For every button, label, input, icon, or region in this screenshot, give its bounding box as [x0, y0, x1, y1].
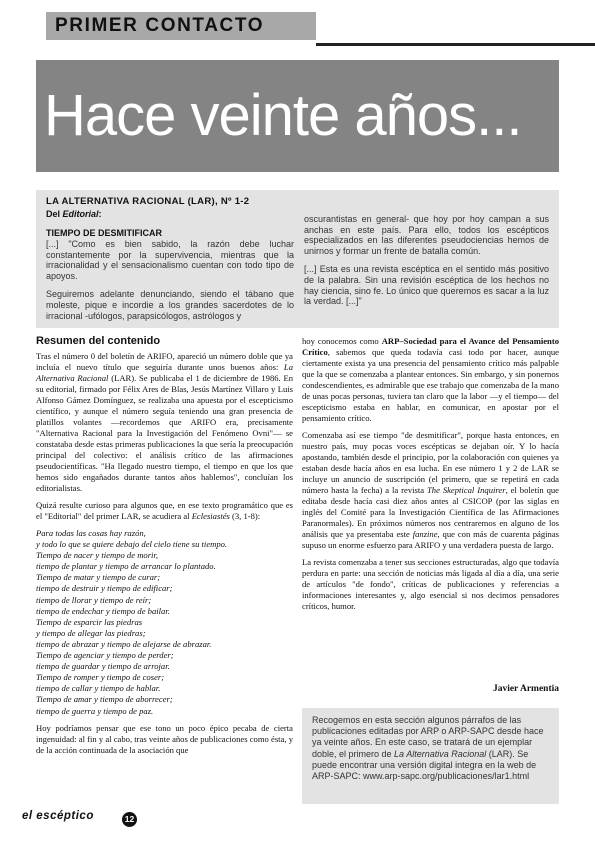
poem-line: y tiempo de allegar las piedras;: [36, 627, 146, 638]
note-text: Recogemos en esta sección algunos párrafos de las publicaciones editadas por ARP o ARP-SAPC desde hace ya veinte años. En este caso, se tratará de un ejemplar doble, el primero de La Alternativa Racional (LAR). Se puede encontrar una versión digital integra en la web de ARP-SAPC: www.arp-sapc.org/publicaciones/lar1.html: [312, 715, 544, 782]
page-number: 12: [122, 812, 137, 827]
poem-line: tiempo de destruir y tiempo de edificar;: [36, 583, 173, 594]
poem-line: tiempo de endechar y tiempo de bailar.: [36, 605, 170, 616]
section-tab: [46, 12, 316, 40]
quote-box-heading: LA ALTERNATIVA RACIONAL (LAR), Nº 1-2: [46, 196, 250, 207]
poem-line: Para todas las cosas hay razón,: [36, 528, 146, 538]
article-paragraph: Hoy podríamos pensar que ese tono un poco épico pecaba de cierta ingenuidad: al fin y al cabo, tras veinte años de publicaciones como ésta, y de la acción continuada de la asociación que: [36, 722, 293, 755]
article-right-column: [302, 336, 559, 618]
quote-paragraph: Seguiremos adelante denunciando, siendo el tábano que moleste, pique e incordie a los grandes sacerdotes de lo irracional -ufólogos, parapsicólogos, astrólogos y: [46, 289, 294, 321]
quote-right-column: [304, 214, 549, 315]
poem-line: Tiempo de romper y tiempo de coser;: [36, 672, 165, 683]
source-name: Editorial: [62, 209, 99, 219]
poem-line: tiempo de abrazar y tiempo de alejarse de abrazar.: [36, 638, 212, 649]
poem-line: tiempo de guardar y tiempo de arrojar.: [36, 661, 170, 672]
ecclesiastes-poem: [36, 528, 293, 717]
poem-line: tiempo de plantar y tiempo de arrancar lo plantado.: [36, 561, 216, 572]
quote-left-column: [46, 239, 294, 329]
article-paragraph: Comenzaba así ese tiempo "de desmitificar", porque hasta entonces, en nuestro país, muy pocas voces escépticas se dejaban oír. Y lo hacía apostando, también desde el principio, por la colaboración con quienes ya estaban desde hacía años en esa lucha. En ese número 1 y 2 de LAR se incluye un anuncio de suscripción (el primero, que se repetirá en cada número hasta la fecha) a la revista The Skeptical Inquirer, el boletín que editaba desde hacía casi diez años antes al CSICOP (por las siglas en inglés del Comité para la Investigación Científica de las Afirmaciones Paranormales). En próximos números nos centraremos en alguno de los análisis que ya presentaba este fanzine, que con más de cuarenta páginas supuso un enorme esfuerzo para ARIFO y una verdadera puesta de largo.: [302, 430, 559, 550]
poem-line: Tiempo de agenciar y tiempo de perder;: [36, 650, 174, 661]
quote-paragraph: oscurantistas en general- que hoy por hoy campan a sus anchas en este país. Para ello, todos los escépticos especializados en las diferentes pseudociencias hemos de unirnos y formar un frente de batalla común.: [304, 214, 549, 256]
quote-paragraph: [...] "Como es bien sabido, la razón debe luchar constantemente por la supervivencia, mientras que la irracionalidad y el sensacionalismo cuentan con todo tipo de apoyos.: [46, 239, 294, 281]
article-paragraph: hoy conocemos como ARP–Sociedad para el Avance del Pensamiento Crítico, sabemos que queda todavía casi todo por hacer, aunque ciertamente exista ya una presencia del pensamiento crítico más palpable que la que se comenzaba a plantear entonces. Sin embargo, y sin ponernos condescendientes, es admirable que ese trabajo que comenzaba de la mano de unas pocas personas, tuviera tan claro que la labor —y el tiempo— del escepticismo estaba en hablar, en comunicar, en apostar por el pensamiento crítico.: [302, 336, 559, 423]
article-paragraph: Quizá resulte curioso para algunos que, en ese texto programático que es el "Editorial" del primer LAR, se acudiera al Eclesiastés (3, 1-8):: [36, 500, 293, 521]
quote-box-subheading: TIEMPO DE DESMITIFICAR: [46, 228, 163, 238]
poem-line: tiempo de callar y tiempo de hablar.: [36, 683, 161, 694]
hero-banner: [36, 60, 559, 172]
poem-line: Tiempo de esparcir las piedras: [36, 616, 143, 627]
article-paragraph: La revista comenzaba a tener sus secciones estructuradas, algo que todavía perdura en parte: una sección de noticias más ligada al día a día, una serie de artículos "de fondo", críticas de publicaciones y referencias a informaciones interesantes y, algo esencial si nos decimos pensadores críticos, humor.: [302, 557, 559, 611]
quote-paragraph: [...] Esta es una revista escéptica en el sentido más positivo de la palabra. Sin una revisión escéptica de los hechos no hay ciencia, sino fe. Lo único que queremos es sacar a la luz la verdad. [...]": [304, 264, 549, 307]
section-label: PRIMER CONTACTO: [55, 15, 265, 36]
article-left-column: [36, 336, 293, 762]
source-suffix: :: [98, 209, 102, 219]
author-signature: Javier Armentia: [492, 684, 559, 694]
source-prefix: Del: [46, 209, 63, 219]
magazine-name: el escéptico: [22, 810, 94, 822]
poem-line: tiempo de llorar y tiempo de reír;: [36, 594, 152, 605]
poem-line: Tiempo de nacer y tiempo de morir,: [36, 550, 158, 561]
editorial-quote-box: [36, 190, 559, 328]
section-rule: [316, 43, 595, 46]
hero-title: Hace veinte años...: [44, 83, 522, 148]
poem-line: Tiempo de matar y tiempo de curar;: [36, 572, 161, 583]
poem-line: Tiempo de amar y tiempo de aborrecer;: [36, 694, 173, 705]
poem-line: tiempo de guerra y tiempo de paz.: [36, 705, 154, 716]
poem-line: y todo lo que se quiere debajo del cielo tiene su tiempo.: [36, 539, 228, 550]
section-note-box: [302, 708, 559, 804]
article-heading: Resumen del contenido: [36, 335, 161, 347]
article-paragraph: Tras el número 0 del boletín de ARIFO, apareció un número doble que ya incluía el nuevo título que seguiría durante unos buenos años: La Alternativa Racional (LAR). Se publicaba el 1 de diciembre de 1986. En su editorial, firmado por Félix Ares de Blas, Jesús Martínez Villaro y Luis Alfonso Gámez Domínguez, se realizaba una apuesta por el escepticismo científico, y aunque el número seguía teniendo una gran presencia de platillos volantes —recordemos que ARIFO era, precisamente "Alternativa Racional para la Investigación del Fenómeno Ovni"— se constataba desde estas primeras publicaciones la que sería la preocupación principal del colectivo: el análisis crítico de las afirmaciones pseudocientíficas. "Ha llegado nuestro tiempo, el tiempo en que los que hemos sido engañados durante tantos años hablemos", concluían los editorialistas.: [36, 351, 293, 493]
